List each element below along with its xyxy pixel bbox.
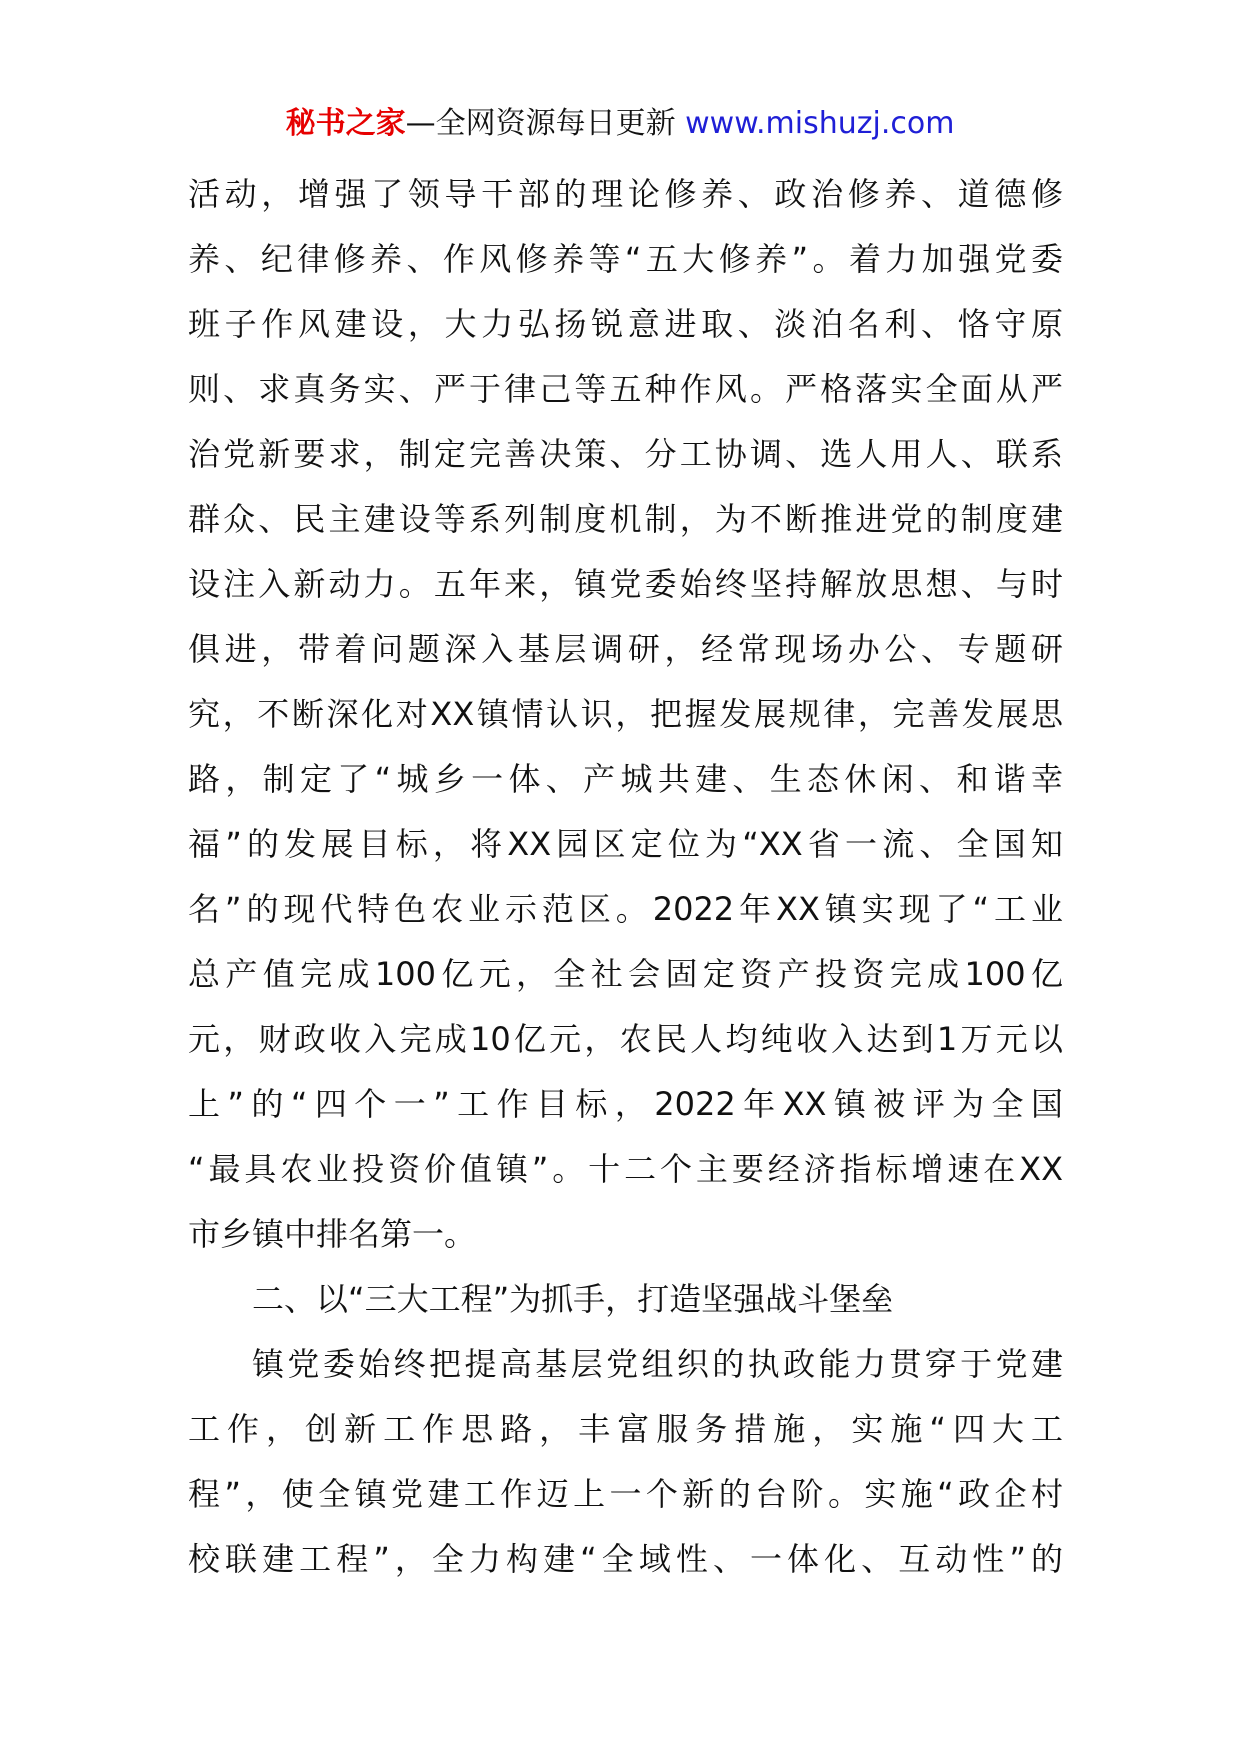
text-line: 元，财政收入完成10亿元，农民人均纯收入达到1万元以 xyxy=(188,1020,1063,1058)
header-tagline: —全网资源每日更新 xyxy=(405,106,686,141)
section-heading: 二、以“三大工程”为抓手，打造坚强战斗堡垒 xyxy=(252,1280,894,1318)
text-line: 群众、民主建设等系列制度机制，为不断推进党的制度建 xyxy=(188,500,1063,538)
text-line: 福”的发展目标，将XX园区定位为“XX省一流、全国知 xyxy=(188,825,1063,863)
text-line: 工作，创新工作思路，丰富服务措施，实施“四大工 xyxy=(188,1410,1063,1448)
text-line: 名”的现代特色农业示范区。2022年XX镇实现了“工业 xyxy=(188,890,1063,928)
text-line: 上”的“四个一”工作目标，2022年XX镇被评为全国 xyxy=(188,1085,1063,1123)
page-header xyxy=(0,104,1240,144)
text-line: 总产值完成100亿元，全社会固定资产投资完成100亿 xyxy=(188,955,1063,993)
document-body xyxy=(188,162,1063,1592)
text-line: 活动，增强了领导干部的理论修养、政治修养、道德修 xyxy=(188,175,1063,213)
text-line: 设注入新动力。五年来，镇党委始终坚持解放思想、与时 xyxy=(188,565,1063,603)
text-line: 班子作风建设，大力弘扬锐意进取、淡泊名利、恪守原 xyxy=(188,305,1063,343)
text-line: 养、纪律修养、作风修养等“五大修养”。着力加强党委 xyxy=(188,240,1063,278)
text-line: 俱进，带着问题深入基层调研，经常现场办公、专题研 xyxy=(188,630,1063,668)
text-line: 治党新要求，制定完善决策、分工协调、选人用人、联系 xyxy=(188,435,1063,473)
text-line: 则、求真务实、严于律己等五种作风。严格落实全面从严 xyxy=(188,370,1063,408)
brand-name: 秘书之家 xyxy=(285,106,406,141)
text-line: 市乡镇中排名第一。 xyxy=(188,1215,477,1253)
text-line: 程”，使全镇党建工作迈上一个新的台阶。实施“政企村 xyxy=(188,1475,1063,1513)
text-line: “最具农业投资价值镇”。十二个主要经济指标增速在XX xyxy=(188,1150,1063,1188)
site-url-link[interactable]: www.mishuzj.com xyxy=(685,106,955,141)
text-line: 路，制定了“城乡一体、产城共建、生态休闲、和谐幸 xyxy=(188,760,1063,798)
text-line: 校联建工程”，全力构建“全域性、一体化、互动性”的 xyxy=(188,1540,1063,1578)
text-line: 镇党委始终把提高基层党组织的执政能力贯穿于党建 xyxy=(252,1345,1063,1383)
text-line: 究，不断深化对XX镇情认识，把握发展规律，完善发展思 xyxy=(188,695,1063,733)
